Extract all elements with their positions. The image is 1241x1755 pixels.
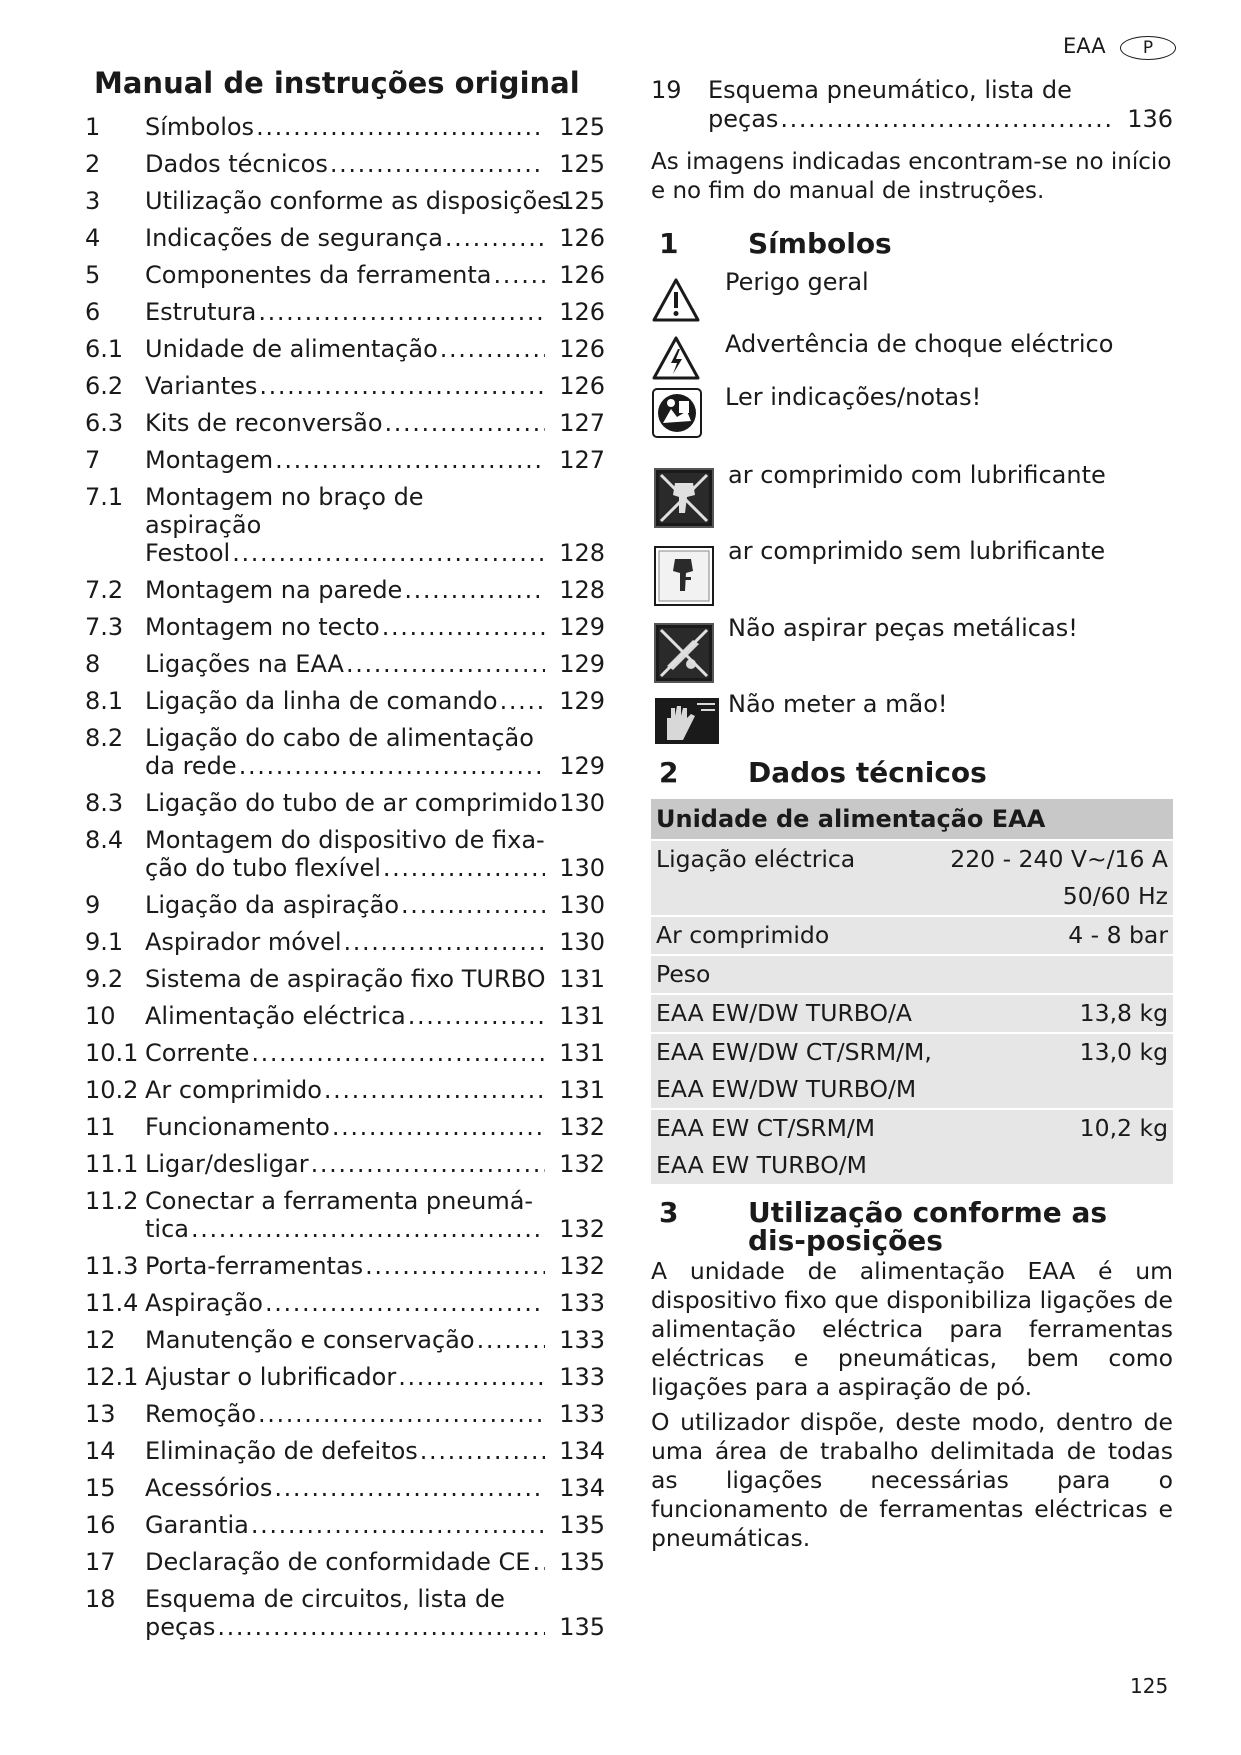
toc-item-number: 1 (85, 113, 101, 141)
toc-item-page: 131 (559, 1002, 605, 1030)
toc-item-page: 133 (559, 1400, 605, 1428)
toc-leader-dots (191, 1215, 545, 1243)
toc-item-text: tica (145, 1215, 189, 1243)
toc-item-text: Ligação da aspiração (145, 891, 400, 919)
toc-item-text: Acessórios (145, 1474, 273, 1502)
toc-item-title (145, 1187, 545, 1243)
section-title: Símbolos (748, 227, 892, 260)
toc-item[interactable] (85, 1002, 605, 1030)
toc-item-page: 127 (559, 409, 605, 437)
toc-item-page: 136 (1127, 105, 1173, 133)
toc-item[interactable] (85, 1113, 605, 1141)
toc-item-title (145, 928, 545, 956)
spec-label: EAA EW/DW CT/SRM/M, (651, 1033, 942, 1071)
toc-item-text: Estrutura (145, 298, 257, 326)
toc-item-title (145, 409, 545, 437)
toc-item-title (145, 224, 545, 252)
toc-item-number: 10.2 (85, 1076, 139, 1104)
toc-item-text: Símbolos (145, 113, 255, 141)
toc-item[interactable] (85, 372, 605, 400)
toc-item[interactable] (85, 1289, 605, 1317)
table-row (651, 1071, 1173, 1109)
toc-item-text: Ligação do tubo de ar comprimido (145, 789, 558, 817)
toc-item[interactable] (85, 1363, 605, 1391)
toc-item-title (145, 446, 545, 474)
symbol-label: Não aspirar peças metálicas! (728, 614, 1078, 642)
toc-item-number: 6.2 (85, 372, 124, 400)
read-instructions-icon (651, 387, 703, 439)
spec-label: Ligação eléctrica (651, 840, 942, 878)
toc-item-title (145, 1474, 545, 1502)
toc-item-page: 132 (559, 1113, 605, 1141)
toc-leader-dots (440, 335, 545, 363)
toc-item-title (145, 1150, 545, 1178)
toc-item-title (145, 1289, 545, 1317)
toc-item-number: 8 (85, 650, 101, 678)
toc-item[interactable] (85, 1548, 605, 1576)
toc-item[interactable] (85, 613, 605, 641)
toc-leader-dots (330, 150, 545, 178)
spec-value: 220 - 240 V~/16 A (942, 840, 1174, 878)
toc-item-title (145, 372, 545, 400)
language-badge: P (1120, 36, 1176, 60)
toc-item-text: da rede (145, 752, 237, 780)
section-number: 2 (659, 756, 679, 789)
symbol-label: ar comprimido sem lubrificante (728, 537, 1106, 565)
tech-data-table (651, 799, 1173, 1184)
symbol-label: Ler indicações/notas! (725, 383, 982, 411)
toc-leader-dots (445, 224, 545, 252)
toc-item-number: 9 (85, 891, 101, 919)
toc-title: Manual de instruções original (94, 66, 580, 100)
toc-item-number: 10.1 (85, 1039, 139, 1067)
toc-leader-dots (324, 1076, 545, 1104)
spec-value (942, 1071, 1174, 1109)
toc-item-title (145, 826, 545, 882)
toc-item-page: 129 (559, 650, 605, 678)
toc-item[interactable] (85, 224, 605, 252)
toc-item-text: Unidade de alimentação (145, 335, 438, 363)
spec-value: 4 - 8 bar (942, 916, 1174, 955)
toc-item[interactable] (85, 1437, 605, 1465)
toc-item[interactable] (85, 650, 605, 678)
spec-value: 10,2 kg (942, 1109, 1174, 1147)
toc-item-page: 131 (559, 1076, 605, 1104)
toc-item-page: 135 (559, 1548, 605, 1576)
toc-item-title (145, 1252, 545, 1280)
toc-item-number: 8.3 (85, 789, 124, 817)
toc-item-number: 7.1 (85, 483, 124, 511)
toc-leader-dots (401, 891, 545, 919)
toc-leader-dots (259, 372, 545, 400)
toc-item-page: 134 (559, 1474, 605, 1502)
toc-item-text: Montagem no tecto (145, 613, 380, 641)
toc-item[interactable] (85, 1511, 605, 1539)
toc-item-title (145, 613, 545, 641)
spec-value (942, 955, 1174, 994)
toc-item[interactable] (85, 1150, 605, 1178)
toc-item-title (145, 1326, 545, 1354)
toc-leader-dots (385, 409, 545, 437)
toc-item[interactable] (85, 1400, 605, 1428)
toc-item-page: 132 (559, 1252, 605, 1280)
toc-item-title (145, 113, 545, 141)
toc-leader-dots (332, 1113, 545, 1141)
toc-item-number: 11.3 (85, 1252, 139, 1280)
toc-item-number: 15 (85, 1474, 116, 1502)
toc-item-title (145, 650, 545, 678)
toc-item[interactable] (85, 687, 605, 715)
spec-label: EAA EW/DW TURBO/M (651, 1071, 942, 1109)
toc-item-page: 129 (559, 752, 605, 780)
toc-continued (651, 76, 1173, 134)
toc-leader-dots (275, 446, 545, 474)
toc-item-page: 130 (559, 928, 605, 956)
toc-leader-dots (532, 1548, 545, 1576)
toc-leader-dots (311, 1150, 545, 1178)
toc-item-page: 133 (559, 1289, 605, 1317)
toc-item-text: Garantia (145, 1511, 249, 1539)
toc-item-text: ção do tubo flexível (145, 854, 381, 882)
toc-item-number: 6.1 (85, 335, 124, 363)
toc-item-title (145, 965, 545, 993)
toc-leader-dots (251, 1039, 545, 1067)
toc-leader-dots (500, 687, 545, 715)
spec-value: 13,8 kg (942, 994, 1174, 1033)
table-row (651, 878, 1173, 916)
symbol-label: Não meter a mão! (728, 690, 948, 718)
table-title: Unidade de alimentação EAA (651, 799, 1173, 840)
toc-item-number: 9.2 (85, 965, 124, 993)
toc-item[interactable] (85, 891, 605, 919)
toc-item-text: peças (145, 1613, 216, 1641)
toc-item-text: Esquema pneumático, lista de (708, 76, 1072, 104)
toc-item[interactable] (85, 1076, 605, 1104)
toc-item-text: Manutenção e conservação (145, 1326, 475, 1354)
toc-item-page: 135 (559, 1613, 605, 1641)
toc-item-number: 8.2 (85, 724, 124, 752)
toc-item[interactable] (85, 724, 605, 780)
toc-item-title (145, 1039, 545, 1067)
toc-item[interactable] (85, 928, 605, 956)
toc-item-number: 18 (85, 1585, 116, 1613)
toc-item-number: 13 (85, 1400, 116, 1428)
toc-item-text: peças (708, 105, 779, 133)
toc-item[interactable] (85, 1585, 605, 1641)
toc-item-number: 6 (85, 298, 101, 326)
toc-item[interactable] (85, 789, 605, 817)
toc-item-text: Ar comprimido (145, 1076, 322, 1104)
toc-item-page: 130 (559, 789, 605, 817)
toc-item[interactable] (85, 965, 605, 993)
toc-item[interactable] (85, 261, 605, 289)
toc-item-page: 126 (559, 335, 605, 363)
electric-shock-icon (651, 335, 701, 381)
toc-leader-dots (217, 1613, 545, 1641)
toc-leader-dots (365, 1252, 545, 1280)
toc-item-page: 125 (559, 150, 605, 178)
toc-item-page: 134 (559, 1437, 605, 1465)
toc-item-number: 2 (85, 150, 101, 178)
toc-item-title (145, 150, 545, 178)
toc-item-number: 12 (85, 1326, 116, 1354)
toc-item-number: 11.1 (85, 1150, 139, 1178)
toc-leader-dots (251, 1511, 545, 1539)
section-title: Utilização conforme as dis-posições (748, 1196, 1108, 1257)
symbols-heading (651, 229, 1173, 259)
toc-item-text: Utilização conforme as disposições (145, 187, 565, 215)
toc-item-title (145, 187, 565, 215)
toc-item-text: Dados técnicos (145, 150, 328, 178)
toc-item-page: 126 (559, 224, 605, 252)
right-column (651, 76, 1173, 1553)
symbol-label: Perigo geral (725, 268, 869, 296)
table-row (651, 916, 1173, 955)
toc-leader-dots (398, 1363, 545, 1391)
section-title: Dados técnicos (748, 756, 987, 789)
toc-item[interactable] (85, 113, 605, 141)
toc-item-title (145, 789, 558, 817)
toc-item-text: Eliminação de defeitos (145, 1437, 418, 1465)
toc-leader-dots (780, 105, 1113, 134)
toc-item[interactable] (85, 826, 605, 882)
toc-leader-dots (256, 113, 545, 141)
toc-item-text: Ajustar o lubrificador (145, 1363, 397, 1391)
symbols-list (651, 265, 1173, 725)
table-row (651, 955, 1173, 994)
intro-text: As imagens indicadas encontram-se no início e no fim do manual de instruções. (651, 149, 1172, 204)
toc-item-title (145, 576, 545, 604)
toc-item-number: 16 (85, 1511, 116, 1539)
toc-item-number: 14 (85, 1437, 116, 1465)
toc-item-title (145, 1511, 545, 1539)
toc-item-number: 11 (85, 1113, 116, 1141)
toc-leader-dots (346, 650, 545, 678)
toc-item-page: 135 (559, 1511, 605, 1539)
toc-item-text: Variantes (145, 372, 258, 400)
toc-item-page: 128 (559, 576, 605, 604)
toc-item-title (145, 261, 545, 289)
toc-item-number: 10 (85, 1002, 116, 1030)
toc-leader-dots (408, 1002, 545, 1030)
toc-item[interactable] (85, 1187, 605, 1243)
toc-item-title (145, 298, 545, 326)
toc-item-page: 133 (559, 1326, 605, 1354)
no-metal-parts-icon (653, 622, 715, 684)
toc-item-text: Ligação do cabo de alimentação (145, 724, 534, 752)
toc-item-text: Montagem na parede (145, 576, 403, 604)
toc-item-number: 19 (651, 76, 682, 104)
toc-item-text: Festool (145, 539, 231, 567)
toc-leader-dots (258, 298, 545, 326)
air-without-lubricant-icon (653, 545, 715, 607)
spec-label: EAA EW CT/SRM/M (651, 1109, 942, 1147)
toc-leader-dots (494, 261, 545, 289)
toc-item[interactable] (85, 1474, 605, 1502)
toc-item-title (145, 335, 545, 363)
toc-item-text: Kits de reconversão (145, 409, 383, 437)
toc-leader-dots (344, 928, 545, 956)
toc-item-page: 125 (559, 187, 605, 215)
toc-item-page: 126 (559, 372, 605, 400)
toc-leader-dots (420, 1437, 545, 1465)
spec-value: 50/60 Hz (942, 878, 1174, 916)
toc-item-number: 3 (85, 187, 101, 215)
toc-item-text: Remoção (145, 1400, 257, 1428)
toc-leader-dots (383, 854, 545, 882)
toc-item[interactable] (85, 298, 605, 326)
toc-item-page: 131 (559, 1039, 605, 1067)
toc-item[interactable] (85, 483, 605, 567)
toc-item-text: Aspiração (145, 1289, 263, 1317)
symbol-label: ar comprimido com lubrificante (728, 461, 1106, 489)
intended-use-body (651, 1257, 1173, 1553)
toc-item-text: Conectar a ferramenta pneumá- (145, 1187, 534, 1215)
toc-item-page: 129 (559, 613, 605, 641)
toc-item-text: Esquema de circuitos, lista de (145, 1585, 505, 1613)
spec-value (942, 1147, 1174, 1184)
toc-item-number: 17 (85, 1548, 116, 1576)
toc-item-number: 11.2 (85, 1187, 139, 1215)
toc-item-number: 11.4 (85, 1289, 139, 1317)
toc-item-title (145, 724, 545, 780)
toc-item-title (145, 483, 545, 567)
spec-label: Ar comprimido (651, 916, 942, 955)
air-with-lubricant-icon (653, 467, 715, 529)
paragraph: O utilizador dispõe, deste modo, dentro de uma área de trabalho delimitada de todas as ligações necessárias para o funcionamento de ferramentas eléctricas e pneumáticas. (651, 1408, 1173, 1552)
toc-item-page: 126 (559, 261, 605, 289)
toc-item-number: 7.2 (85, 576, 124, 604)
toc-item-page: 127 (559, 446, 605, 474)
toc-item-title (145, 1437, 545, 1465)
tech-data-heading (651, 758, 1173, 788)
toc-leader-dots (232, 539, 545, 567)
toc-item-title (145, 1585, 545, 1641)
toc-item-number: 9.1 (85, 928, 124, 956)
toc-item-number: 5 (85, 261, 101, 289)
toc-item-text: Montagem no braço de aspiração (145, 483, 424, 539)
section-number: 3 (659, 1196, 679, 1229)
toc-item-page: 130 (559, 891, 605, 919)
toc-leader-dots (382, 613, 545, 641)
toc-item-number: 6.3 (85, 409, 124, 437)
toc-item[interactable] (85, 576, 605, 604)
page-number: 125 (1130, 1674, 1169, 1698)
toc-item-text: Montagem (145, 446, 274, 474)
toc-item[interactable] (85, 335, 605, 363)
toc-item[interactable] (85, 1326, 605, 1354)
toc-item-title (145, 1400, 545, 1428)
toc-leader-dots (404, 576, 545, 604)
toc-item-text: Indicações de segurança (145, 224, 443, 252)
toc-item-number: 4 (85, 224, 101, 252)
toc-leader-dots (477, 1326, 545, 1354)
spec-label: Peso (651, 955, 942, 994)
toc-item-text: Declaração de conformidade CE (145, 1548, 531, 1576)
toc-item-text: Ligação da linha de comando (145, 687, 498, 715)
table-row (651, 1033, 1173, 1071)
toc-item-title (145, 1363, 545, 1391)
toc-item-text: Aspirador móvel (145, 928, 342, 956)
toc-item-page: 126 (559, 298, 605, 326)
toc-item-page: 132 (559, 1150, 605, 1178)
toc-item-text: Ligações na EAA (145, 650, 344, 678)
table-of-contents (85, 113, 605, 1650)
toc-leader-dots (274, 1474, 545, 1502)
toc-item-title (145, 891, 545, 919)
table-row (651, 840, 1173, 878)
toc-item[interactable] (85, 409, 605, 437)
toc-item-page: 128 (559, 539, 605, 567)
table-row (651, 1109, 1173, 1147)
spec-value: 13,0 kg (942, 1033, 1174, 1071)
table-row (651, 994, 1173, 1033)
toc-item-title (145, 1548, 545, 1576)
no-hand-icon (653, 696, 721, 746)
toc-item-page: 132 (559, 1215, 605, 1243)
toc-item-page: 125 (559, 113, 605, 141)
general-danger-icon (651, 277, 701, 323)
toc-item[interactable] (651, 76, 1173, 134)
toc-item-text: Montagem do dispositivo de fixa- (145, 826, 545, 854)
toc-item[interactable] (85, 1039, 605, 1067)
toc-item-title (145, 1002, 545, 1030)
toc-item-text: Ligar/desligar (145, 1150, 309, 1178)
paragraph: A unidade de alimentação EAA é um dispositivo fixo que disponibiliza ligações de alimentação eléctrica para ferramentas eléctricas e pneumáticas, bem como ligações para a aspiração de pó. (651, 1257, 1173, 1401)
toc-item[interactable] (85, 1252, 605, 1280)
toc-item-number: 7 (85, 446, 101, 474)
toc-item-number: 8.4 (85, 826, 124, 854)
toc-item-page: 131 (559, 965, 605, 993)
toc-item-text: Funcionamento (145, 1113, 330, 1141)
toc-leader-dots (258, 1400, 545, 1428)
toc-item-title (708, 76, 1113, 134)
toc-item[interactable] (85, 150, 605, 178)
toc-item-text: Porta-ferramentas (145, 1252, 364, 1280)
toc-item-text: Componentes da ferramenta (145, 261, 492, 289)
spec-label: EAA EW TURBO/M (651, 1147, 942, 1184)
toc-item-page: 130 (559, 854, 605, 882)
toc-leader-dots (265, 1289, 545, 1317)
toc-item-text: Alimentação eléctrica (145, 1002, 406, 1030)
toc-item-number: 12.1 (85, 1363, 139, 1391)
table-row (651, 1147, 1173, 1184)
toc-item-text: Corrente (145, 1039, 250, 1067)
toc-item[interactable] (85, 446, 605, 474)
toc-item-page: 133 (559, 1363, 605, 1391)
toc-item-title (145, 687, 545, 715)
symbol-label: Advertência de choque eléctrico (725, 330, 1114, 358)
section-number: 1 (659, 227, 679, 260)
spec-label (651, 878, 942, 916)
spec-label: EAA EW/DW TURBO/A (651, 994, 942, 1033)
toc-item-text: Sistema de aspiração fixo TURBO (145, 965, 546, 993)
toc-item-page: 129 (559, 687, 605, 715)
toc-item-title (145, 1076, 545, 1104)
toc-item[interactable] (85, 187, 605, 215)
intended-use-heading (651, 1196, 1173, 1257)
toc-leader-dots (239, 752, 545, 780)
toc-item-number: 8.1 (85, 687, 124, 715)
toc-item-number: 7.3 (85, 613, 124, 641)
toc-item-title (145, 1113, 545, 1141)
header-model: EAA (1063, 34, 1106, 58)
